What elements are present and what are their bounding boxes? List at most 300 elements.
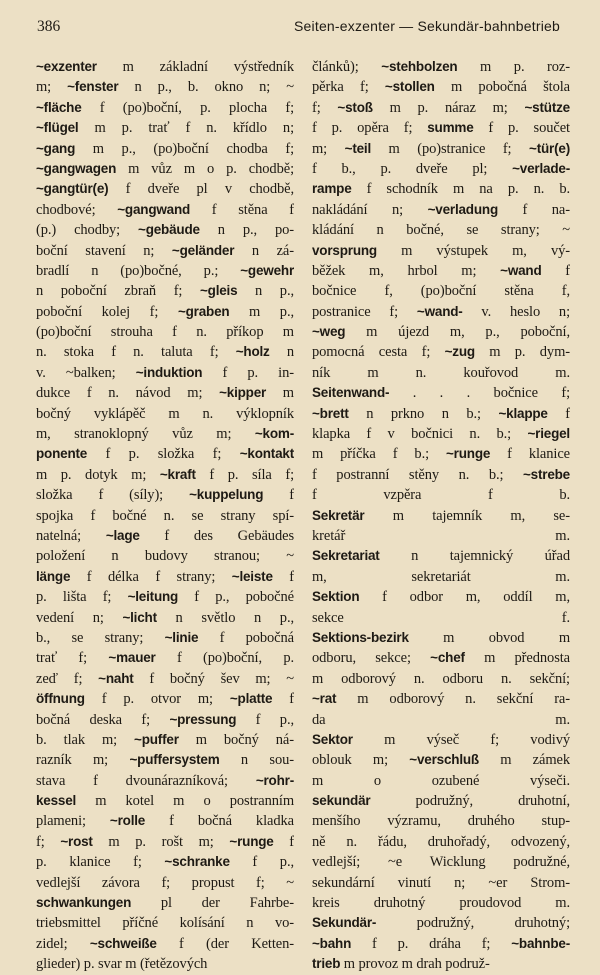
headword: ~puffer (134, 731, 179, 747)
entry-line (312, 689, 570, 709)
headword: Seitenwand- (312, 385, 390, 401)
headword: ~runge (445, 446, 491, 462)
definition-text: plameni; (36, 813, 110, 830)
definition-text: f dveře pl v chodbě, (108, 181, 294, 198)
definition-text: m p. dym- (474, 344, 570, 361)
headword: ~wand- (416, 303, 463, 319)
definition-text: f p., pobočné (178, 589, 294, 606)
definition-text: článků); (312, 59, 382, 75)
headword: ~kontakt (239, 446, 294, 462)
definition-text: p. klanice f; (36, 854, 165, 871)
definition-text: m vůz m o p. chodbě; (116, 160, 294, 177)
headword: ~schranke (164, 854, 230, 870)
definition-text: n světlo n p., (156, 609, 294, 626)
definition-text: kládání n bočné, se strany; ~ (312, 222, 570, 239)
headword: ~zug (444, 344, 475, 360)
entry-line (312, 57, 570, 77)
definition-text: bočný vyklápěč m n. výklopník (36, 405, 294, 422)
definition-text: dukce f n. návod m; (36, 385, 220, 402)
headword: ~tür(e) (529, 140, 570, 156)
headword: ~exzenter (36, 59, 97, 74)
headword: ~weg (312, 324, 346, 340)
definition-text: f p. opěra f; (312, 120, 428, 137)
headword: ~puffersystem (129, 752, 220, 768)
entry-line (36, 873, 294, 893)
entry-line (312, 587, 570, 607)
headword: ~stütze (524, 99, 570, 115)
entry-line (312, 404, 570, 424)
definition-text: f; (36, 833, 61, 850)
definition-text: f (273, 833, 294, 850)
definition-text: n. stoka f n. taluta f; (36, 344, 236, 361)
definition-text: m základní výstředník (96, 59, 294, 75)
definition-text: f (263, 487, 294, 504)
entry-line (312, 608, 570, 628)
definition-text: f p., (229, 854, 294, 871)
definition-text: f (der Ketten- (156, 935, 294, 952)
definition-text: m obvod m (408, 629, 570, 646)
definition-text: m (266, 385, 294, 402)
definition-text: b., se strany; (36, 629, 165, 646)
headword: ~schweiße (89, 935, 157, 951)
definition-text: m příčka f b.; (312, 446, 446, 463)
definition-text: f vzpěra f b. (312, 487, 570, 504)
definition-text: (po)boční strouha f n. příkop m (36, 324, 294, 341)
definition-text: m p. dotyk m; (36, 466, 160, 483)
definition-text: f p. síla f; (195, 466, 294, 483)
headword: ~strebe (522, 466, 570, 482)
definition-text: m, stranoklopný vůz m; (36, 426, 255, 443)
headword: Sektions-bezirk (312, 629, 409, 645)
definition-text: b. tlak m; (36, 731, 135, 748)
definition-text: f klanice (490, 446, 570, 463)
headword: ~gangtür(e) (36, 181, 109, 197)
definition-text: f (547, 405, 570, 422)
definition-text: m; (36, 79, 68, 96)
definition-text: odboru, sekce; (312, 650, 431, 667)
headword: ~verlade- (512, 160, 570, 176)
headword: ~geländer (171, 242, 235, 258)
definition-text: f p. dráha f; (351, 935, 512, 952)
definition-text: m výstupek m, vý- (376, 242, 570, 259)
headword: Sektor (312, 731, 353, 747)
definition-text: spojka f bočné n. se strany spí- (36, 507, 294, 524)
entry-line (312, 954, 570, 974)
headword: ~rolle (109, 813, 146, 829)
entry-line (36, 954, 294, 974)
headword: ~gleis (199, 283, 238, 299)
entry-line (36, 913, 294, 933)
headword: ~riegel (527, 426, 570, 442)
headword: ~verladung (427, 201, 498, 217)
definition-text: f b., p. dveře pl; (312, 160, 513, 177)
headword: ~kom- (254, 426, 294, 442)
entry-line (312, 832, 570, 852)
definition-text: kretář m. (312, 527, 570, 544)
headword: Sektion (312, 589, 360, 605)
headword: ~induktion (135, 364, 203, 380)
definition-text: oblouk m; (312, 752, 410, 769)
definition-text: m p., (229, 303, 294, 320)
definition-text: f na- (498, 201, 570, 218)
headword: ~holz (235, 344, 270, 360)
entry-line (36, 526, 294, 546)
definition-text: menšího výzramu, druhého stup- (312, 813, 570, 830)
definition-text: kreis druhotný proudovod m. (312, 895, 570, 912)
entry-line (312, 383, 570, 403)
definition-text: (p.) chodby; (36, 222, 139, 239)
entry-line (36, 934, 294, 954)
entry-line (36, 302, 294, 322)
headword: ~verschluß (409, 752, 479, 768)
entry-line (36, 506, 294, 526)
definition-text: bradlí n (po)bočné, p.; (36, 262, 241, 279)
definition-text: bočnice f, (po)boční stěna f, (312, 283, 570, 300)
definition-text: f p. in- (202, 364, 294, 381)
definition-text: m provoz m drah podruž- (340, 956, 490, 973)
definition-text: sekundární vinutí n; ~er Strom- (312, 874, 570, 891)
entry-line (36, 220, 294, 240)
entry-line (312, 261, 570, 281)
headword: ~klappe (498, 405, 548, 421)
definition-text: m o ozubené výseči. (312, 772, 570, 789)
headword: ~teil (344, 140, 372, 156)
definition-text: položení n budovy stranou; ~ (36, 548, 294, 565)
definition-text: n (269, 344, 294, 361)
entry-line (312, 913, 570, 933)
definition-text: poboční kolej f; (36, 303, 178, 320)
headword: Sekundär- (312, 915, 377, 931)
left-column (36, 57, 294, 975)
definition-text: f des Gebäudes (139, 527, 294, 544)
entry-line (312, 342, 570, 362)
entry-line (36, 200, 294, 220)
definition-text: m pobočná štola (434, 79, 570, 96)
entry-line (312, 893, 570, 913)
entry-line (36, 465, 294, 485)
definition-text: m újezd m, p., poboční, (345, 324, 570, 341)
definition-text: m, sekretariát m. (312, 568, 570, 585)
entry-line (36, 811, 294, 831)
entry-line (36, 546, 294, 566)
definition-text: m p. náraz m; (372, 99, 525, 116)
entry-line (36, 281, 294, 301)
entry-line (312, 485, 570, 505)
definition-text: pěrka f; (312, 79, 385, 96)
definition-text: f stěna f (190, 201, 294, 218)
headword: trieb (312, 956, 341, 972)
definition-text: v. ~balken; (36, 364, 136, 381)
definition-text: n prkno n b.; (348, 405, 499, 422)
entry-line (36, 404, 294, 424)
headword: ~fenster (67, 79, 119, 95)
headword: ~fläche (36, 99, 82, 115)
entry-line (312, 363, 570, 383)
entry-line (36, 750, 294, 770)
entry-line (312, 118, 570, 138)
definition-text: ně n. řádu, druhořadý, odvozený, (312, 833, 570, 850)
definition-text: m (po)stranice f; (371, 140, 530, 157)
definition-text: zidel; (36, 935, 90, 952)
entry-line (312, 750, 570, 770)
headword: ~naht (98, 670, 134, 686)
definition-text: f bočná kladka (145, 813, 294, 830)
entry-line (312, 852, 570, 872)
entry-line (36, 648, 294, 668)
definition-text: m zámek (478, 752, 570, 769)
definition-text: da m. (312, 711, 570, 728)
entry-line (312, 179, 570, 199)
definition-text: . . . bočnice f; (389, 385, 570, 402)
headword: ~licht (122, 609, 157, 625)
definition-text: p. lišta f; (36, 589, 128, 606)
definition-text: glieder) p. svar m (řetězových (36, 956, 208, 973)
entry-line (36, 587, 294, 607)
headword: ~brett (312, 405, 349, 421)
headword: länge (36, 568, 71, 584)
entry-line (312, 648, 570, 668)
entry-line (36, 57, 294, 77)
definition-text: klapka f v bočnici n. b.; (312, 426, 528, 443)
entry-line (312, 771, 570, 791)
entry-line (36, 261, 294, 281)
definition-text: vedlejší závora f; propust f; ~ (36, 874, 294, 891)
entry-line (36, 791, 294, 811)
headword: ~chef (430, 650, 465, 666)
headword: vorsprung (312, 242, 377, 258)
entry-line (36, 241, 294, 261)
headword: ponente (36, 446, 88, 462)
definition-text: f (po)boční, p. (155, 650, 294, 667)
definition-text: bočná deska f; (36, 711, 170, 728)
headword: summe (427, 120, 474, 136)
entry-line (312, 444, 570, 464)
definition-text: m výseč f; vodivý (352, 731, 570, 748)
definition-text: n p., b. okno n; ~ (118, 79, 294, 96)
entry-line (36, 118, 294, 138)
headword: ~leiste (231, 568, 273, 584)
entry-line (312, 424, 570, 444)
definition-text: f schodník m na p. n. b. (351, 181, 570, 198)
headword: Sekretariat (312, 548, 380, 564)
definition-text: stava f dvounárazníková; (36, 772, 256, 789)
headword: ~leitung (127, 589, 179, 605)
definition-text: trať f; (36, 650, 109, 667)
headword: ~gangwagen (36, 160, 117, 176)
definition-text: postranice f; (312, 303, 417, 320)
definition-text: m odborový n. odboru n. sekční; (312, 670, 570, 687)
definition-text: n p., po- (199, 222, 294, 239)
entry-line (312, 710, 570, 730)
entry-line (312, 934, 570, 954)
definition-text: sekce f. (312, 609, 570, 626)
definition-text: ník m n. kouřovod m. (312, 364, 570, 381)
entry-line (36, 689, 294, 709)
definition-text: f (272, 691, 294, 708)
definition-text: podružný, druhotní, (370, 793, 570, 810)
entry-line (312, 241, 570, 261)
entry-line (36, 628, 294, 648)
headword: rampe (312, 181, 352, 197)
right-column (312, 57, 570, 975)
definition-text: m přednosta (464, 650, 570, 667)
entry-line (312, 159, 570, 179)
definition-text: f (541, 262, 570, 279)
headword: ~linie (164, 629, 199, 645)
definition-text: n poboční zbraň f; (36, 283, 200, 300)
entry-line (36, 77, 294, 97)
headword: öffnung (36, 691, 85, 707)
headword: ~gewehr (240, 262, 294, 278)
headword: ~rohr- (255, 772, 294, 788)
definition-text: m; (312, 140, 345, 157)
headword: ~wand (500, 262, 542, 278)
entry-line (312, 465, 570, 485)
page-header (37, 18, 560, 40)
page-number: 386 (37, 18, 61, 35)
definition-text: chodbové; (36, 201, 118, 218)
headword: ~runge (229, 833, 274, 849)
entry-line (36, 383, 294, 403)
definition-text: f odbor m, oddíl m, (359, 589, 570, 606)
headword: ~flügel (36, 120, 79, 136)
entry-line (312, 220, 570, 240)
entry-line (312, 200, 570, 220)
entry-line (36, 567, 294, 587)
definition-text: f bočný šev m; ~ (133, 670, 294, 687)
headword: ~kraft (159, 466, 196, 482)
definition-text: m p., (po)boční chodba f; (75, 140, 294, 157)
entry-line (36, 852, 294, 872)
entry-line (36, 363, 294, 383)
headword: ~bahn (312, 935, 352, 951)
entry-line (36, 322, 294, 342)
headword: ~graben (177, 303, 230, 319)
definition-text: f p., (236, 711, 294, 728)
entry-line (36, 444, 294, 464)
definition-text: triebsmittel příčné kolísání n vo- (36, 915, 294, 932)
running-title: Seiten-exzenter — Sekundär-bahnbetrieb (294, 18, 560, 34)
entry-line (312, 139, 570, 159)
definition-text: f p. složka f; (87, 446, 240, 463)
entry-line (36, 139, 294, 159)
headword: ~kuppelung (189, 487, 264, 503)
definition-text: m odborový n. sekční ra- (336, 691, 570, 708)
headword: ~kipper (219, 385, 267, 401)
headword: Sekretär (312, 507, 365, 523)
definition-text: f (po)boční, p. plocha f; (81, 99, 294, 116)
definition-text: f (272, 568, 294, 585)
definition-text: podružný, druhotný; (376, 915, 570, 932)
headword: ~mauer (108, 650, 156, 666)
entry-line (36, 424, 294, 444)
definition-text: f; (312, 99, 338, 116)
entry-line (36, 179, 294, 199)
entry-line (36, 832, 294, 852)
headword: ~stehbolzen (381, 59, 458, 74)
entry-line (36, 159, 294, 179)
entry-line (312, 669, 570, 689)
entry-line (36, 771, 294, 791)
headword: sekundär (312, 793, 371, 809)
definition-text: m kotel m o postranním (76, 793, 294, 810)
definition-text: n zá- (234, 242, 294, 259)
entry-line (36, 485, 294, 505)
definition-text: složka f (síly); (36, 487, 190, 504)
entry-line (312, 506, 570, 526)
headword: ~rost (60, 833, 93, 849)
entry-line (312, 322, 570, 342)
entry-line (312, 546, 570, 566)
headword: ~stoß (337, 99, 373, 115)
definition-text: pomocná cesta f; (312, 344, 445, 361)
entry-line (312, 526, 570, 546)
definition-text: boční stavení n; (36, 242, 172, 259)
entry-line (36, 730, 294, 750)
entry-line (36, 669, 294, 689)
definition-text: nakládání n; (312, 201, 428, 218)
definition-text: f pobočná (198, 629, 294, 646)
entry-line (312, 567, 570, 587)
definition-text: m p. trať f n. křídlo n; (78, 120, 294, 137)
entry-line (312, 281, 570, 301)
entry-line (312, 98, 570, 118)
entry-line (312, 77, 570, 97)
definition-text: f postranní stěny n. b.; (312, 466, 523, 483)
entry-line (36, 342, 294, 362)
definition-text: běžek m, hrbol m; (312, 262, 501, 279)
definition-text: n p., (237, 283, 294, 300)
definition-text: m bočný ná- (178, 731, 294, 748)
entry-line (36, 98, 294, 118)
headword: ~rat (312, 691, 337, 707)
definition-text: f délka f strany; (70, 568, 232, 585)
entry-line (312, 791, 570, 811)
headword: kessel (36, 793, 77, 809)
definition-text: vedení n; (36, 609, 123, 626)
definition-text: m tajemník m, se- (364, 507, 570, 524)
definition-text: v. heslo n; (462, 303, 570, 320)
definition-text: vedlejší; ~e Wicklung podružné, (312, 854, 570, 871)
headword: ~bahnbe- (511, 935, 570, 951)
definition-text: m p. rošt m; (92, 833, 230, 850)
definition-text: m p. roz- (457, 59, 570, 75)
headword: ~lage (105, 527, 140, 543)
definition-text: f p. otvor m; (84, 691, 230, 708)
entry-line (312, 628, 570, 648)
headword: ~gangwand (117, 201, 191, 217)
headword: ~pressung (169, 711, 237, 727)
entry-line (36, 710, 294, 730)
headword: ~platte (229, 691, 273, 707)
entry-line (312, 730, 570, 750)
headword: ~stollen (384, 79, 435, 95)
entry-line (312, 873, 570, 893)
definition-text: zeď f; (36, 670, 99, 687)
definition-text: razník m; (36, 752, 130, 769)
headword: ~gang (36, 140, 76, 156)
definition-text: natelná; (36, 527, 106, 544)
definition-text: pl der Fahrbe- (131, 895, 294, 912)
entry-line (36, 608, 294, 628)
definition-text: f p. součet (473, 120, 570, 137)
definition-text: n sou- (219, 752, 294, 769)
entry-line (36, 893, 294, 913)
headword: ~gebäude (138, 222, 200, 238)
entry-line (312, 302, 570, 322)
entry-line (312, 811, 570, 831)
definition-text: n tajemnický úřad (379, 548, 570, 565)
